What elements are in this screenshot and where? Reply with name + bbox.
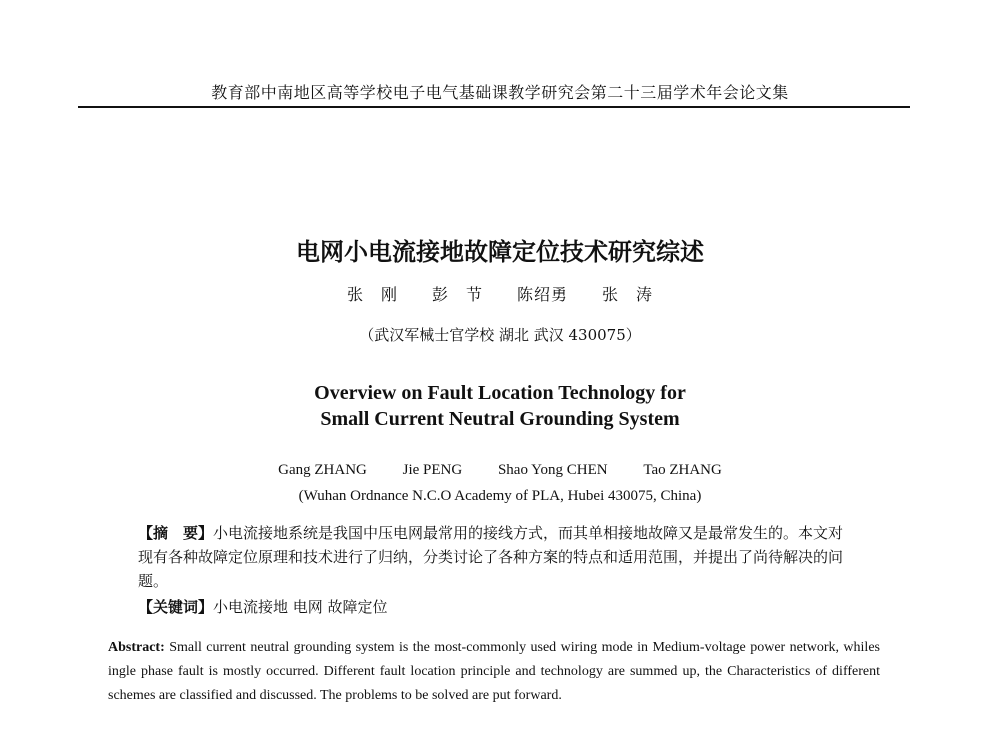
affiliation-english: (Wuhan Ordnance N.C.O Academy of PLA, Hubei 430075, China) — [298, 488, 702, 504]
author-name: Jie PENG — [402, 462, 463, 478]
keywords-chinese — [138, 596, 850, 617]
running-header: 教育部中南地区高等学校电子电气基础课教学研究会第二十三届学术年会论文集 — [211, 83, 789, 102]
authors-english — [0, 462, 1000, 479]
abstract-chinese-text: 小电流接地系统是我国中压电网最常用的接线方式，而其单相接地故障又是最常发生的。本文对现有各种故障定位原理和技术进行了归纳，分类讨论了各种方案的特点和适用范围，并提出了尚待解决的问题。 — [138, 524, 844, 590]
abstract-english-text: Small current neutral grounding system is the most-commonly used wiring mode in Medium-voltage power network, whiles ingle phase fault is mostly occurred. Different fault location principle and technology are summed up, the Characteristics of different schemes are classified and discussed. The problems to be solved are put forward. — [108, 640, 880, 703]
abstract-chinese-label: 【摘 要】 — [138, 524, 214, 542]
author-name: Tao ZHANG — [643, 462, 722, 478]
affiliation-chinese: （武汉军械士官学校 湖北 武汉 430075） — [359, 326, 641, 344]
title-english-line-1: Overview on Fault Location Technology for — [314, 382, 686, 404]
keywords-chinese-label: 【关键词】 — [138, 598, 214, 616]
abstract-english — [108, 636, 880, 708]
author-name: Gang ZHANG — [278, 462, 367, 478]
title-english-line-2: Small Current Neutral Grounding System — [320, 408, 680, 430]
paper-title-chinese: 电网小电流接地故障定位技术研究综述 — [296, 238, 704, 266]
abstract-chinese — [138, 521, 850, 593]
paper-title-english — [0, 380, 1000, 432]
authors-chinese: 张 刚 彭 节 陈绍勇 张 涛 — [346, 285, 653, 304]
author-name: Shao Yong CHEN — [497, 462, 608, 478]
abstract-english-label: Abstract: — [108, 640, 165, 655]
keywords-chinese-text: 小电流接地 电网 故障定位 — [213, 598, 388, 616]
header-rule — [78, 106, 910, 108]
